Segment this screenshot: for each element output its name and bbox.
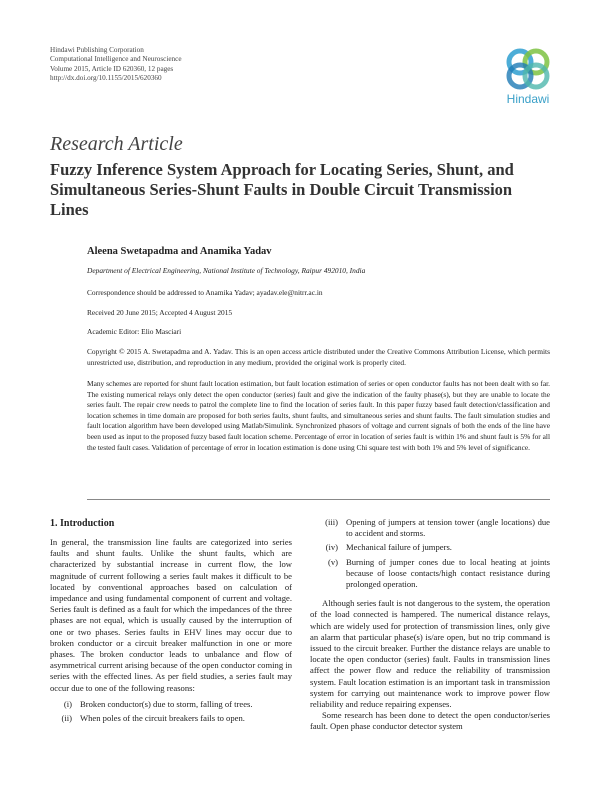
authors: Aleena Swetapadma and Anamika Yadav [87,246,272,257]
list-number: (i) [63,698,72,709]
list-text: Burning of jumper cones due to local heating at joints because of loose contacts/high contact resistance during prolonged operation. [346,556,550,590]
journal-name: Computational Intelligence and Neuroscience [50,55,182,64]
doi-link[interactable]: http://dx.doi.org/10.1155/2015/620360 [50,74,162,83]
list-number: (v) [327,556,338,567]
list-number: (iv) [325,542,338,553]
list-item [318,542,550,553]
list-item [318,517,550,539]
dates: Received 20 June 2015; Accepted 4 August 2015 [87,308,233,317]
list-text: When poles of the circuit breakers fails to open. [80,713,245,724]
list-number: (iii) [325,517,338,527]
divider [87,499,550,500]
right-column [310,517,550,733]
list-item [50,713,292,724]
paper-title: Fuzzy Inference System Approach for Locating Series, Shunt, and Simultaneous Series-Shunt Faults in Double Circuit Transmission Lines [50,160,514,219]
academic-editor: Academic Editor: Elio Masciari [87,327,182,336]
affiliation: Department of Electrical Engineering, National Institute of Technology, Raipur 492010, India [87,266,366,275]
list-number: (ii) [61,713,72,724]
list-text: Mechanical failure of jumpers. [346,542,452,553]
left-column [50,537,292,724]
article-type: Research Article [50,133,183,155]
body-paragraph: Although series fault is not dangerous to the system, the operation of the load connected is hampered. The numerical distance relays, which are widely used for protection of transmission lines, only give an alarm that particular phase(s) is/are open, but no trip command is issued to the circuit breaker. Further the distance relays are unable to locate the open conductor (series) fault. Faults in transmission lines affect the power flow and reduce the reliability of transmission system. Fault location estimation is an important task in transmission system for carrying out maintenance work to improve power flow reliability and reduce repairing expenses. [310,598,550,710]
intro-paragraph: In general, the transmission line faults are categorized into series faults and shunt faults. Unlike the shunt faults, which are characterized by substantial increase in current flow, the low magnitude of current following a series fault makes it difficult to be located by conventional approaches based on calculation of impedance and using fundamental component of current and voltage. Series fault is defined as a fault for which the impedances of the three phases are not equal, which is usually caused by the interruption of one or two phases. Series faults in EHV lines may occur due to broken conductor or a circuit breaker malfunction in one or more phases. The broken conductor leads to unbalance and flow of asymmetrical current arising because of the open conductor coming in series with the effected lines. As per field studies, a series fault may occur due to one of the following reasons: [50,537,292,693]
abstract: Many schemes are reported for shunt fault location estimation, but fault location estimation of series or open conductor faults has not been dealt with so far. The existing numerical relays only detect the open conductor (series) fault and give the indication of the faulty phase(s), but they are unable to locate the series fault. The repair crew needs to patrol the complete line to find the location of series fault. In this paper fuzzy based fault detection/classification and location schemes in time domain are proposed for both series faults, shunt faults, and simultaneous series and shunt faults. The fault simulation studies and fault location algorithm have been developed using Matlab/Simulink. Synchronized phasors of voltage and current signals of both the ends of the line have been used as input to the proposed fuzzy based fault location scheme. Percentage of error in location of series fault is within 1% and shunt fault is 5% for all the tested fault cases. Validation of percentage of error in location estimation is done using Chi square test with both 1% and 5% level of significance. [87,379,550,452]
section-heading: 1. Introduction [50,518,115,529]
correspondence: Correspondence should be addressed to Anamika Yadav; ayadav.ele@nitrr.ac.in [87,288,323,297]
list-text: Opening of jumpers at tension tower (angle locations) due to accident and storms. [346,517,550,539]
copyright-notice: Copyright © 2015 A. Swetapadma and A. Yadav. This is an open access article distributed under the Creative Commons Attribution License, which permits unrestricted use, distribution, and reproduction in any medium, provided the original work is properly cited. [87,347,550,367]
volume-info: Volume 2015, Article ID 620360, 12 pages [50,64,174,73]
body-paragraph: Some research has been done to detect the open conductor/series fault. Open phase conductor detector system [310,710,550,732]
list-text: Broken conductor(s) due to storm, falling of trees. [80,698,253,709]
publisher: Hindawi Publishing Corporation [50,46,144,54]
journal-header [50,46,182,84]
list-item [50,699,292,710]
logo-wordmark: Hindawi [506,92,550,106]
list-item [318,557,550,591]
